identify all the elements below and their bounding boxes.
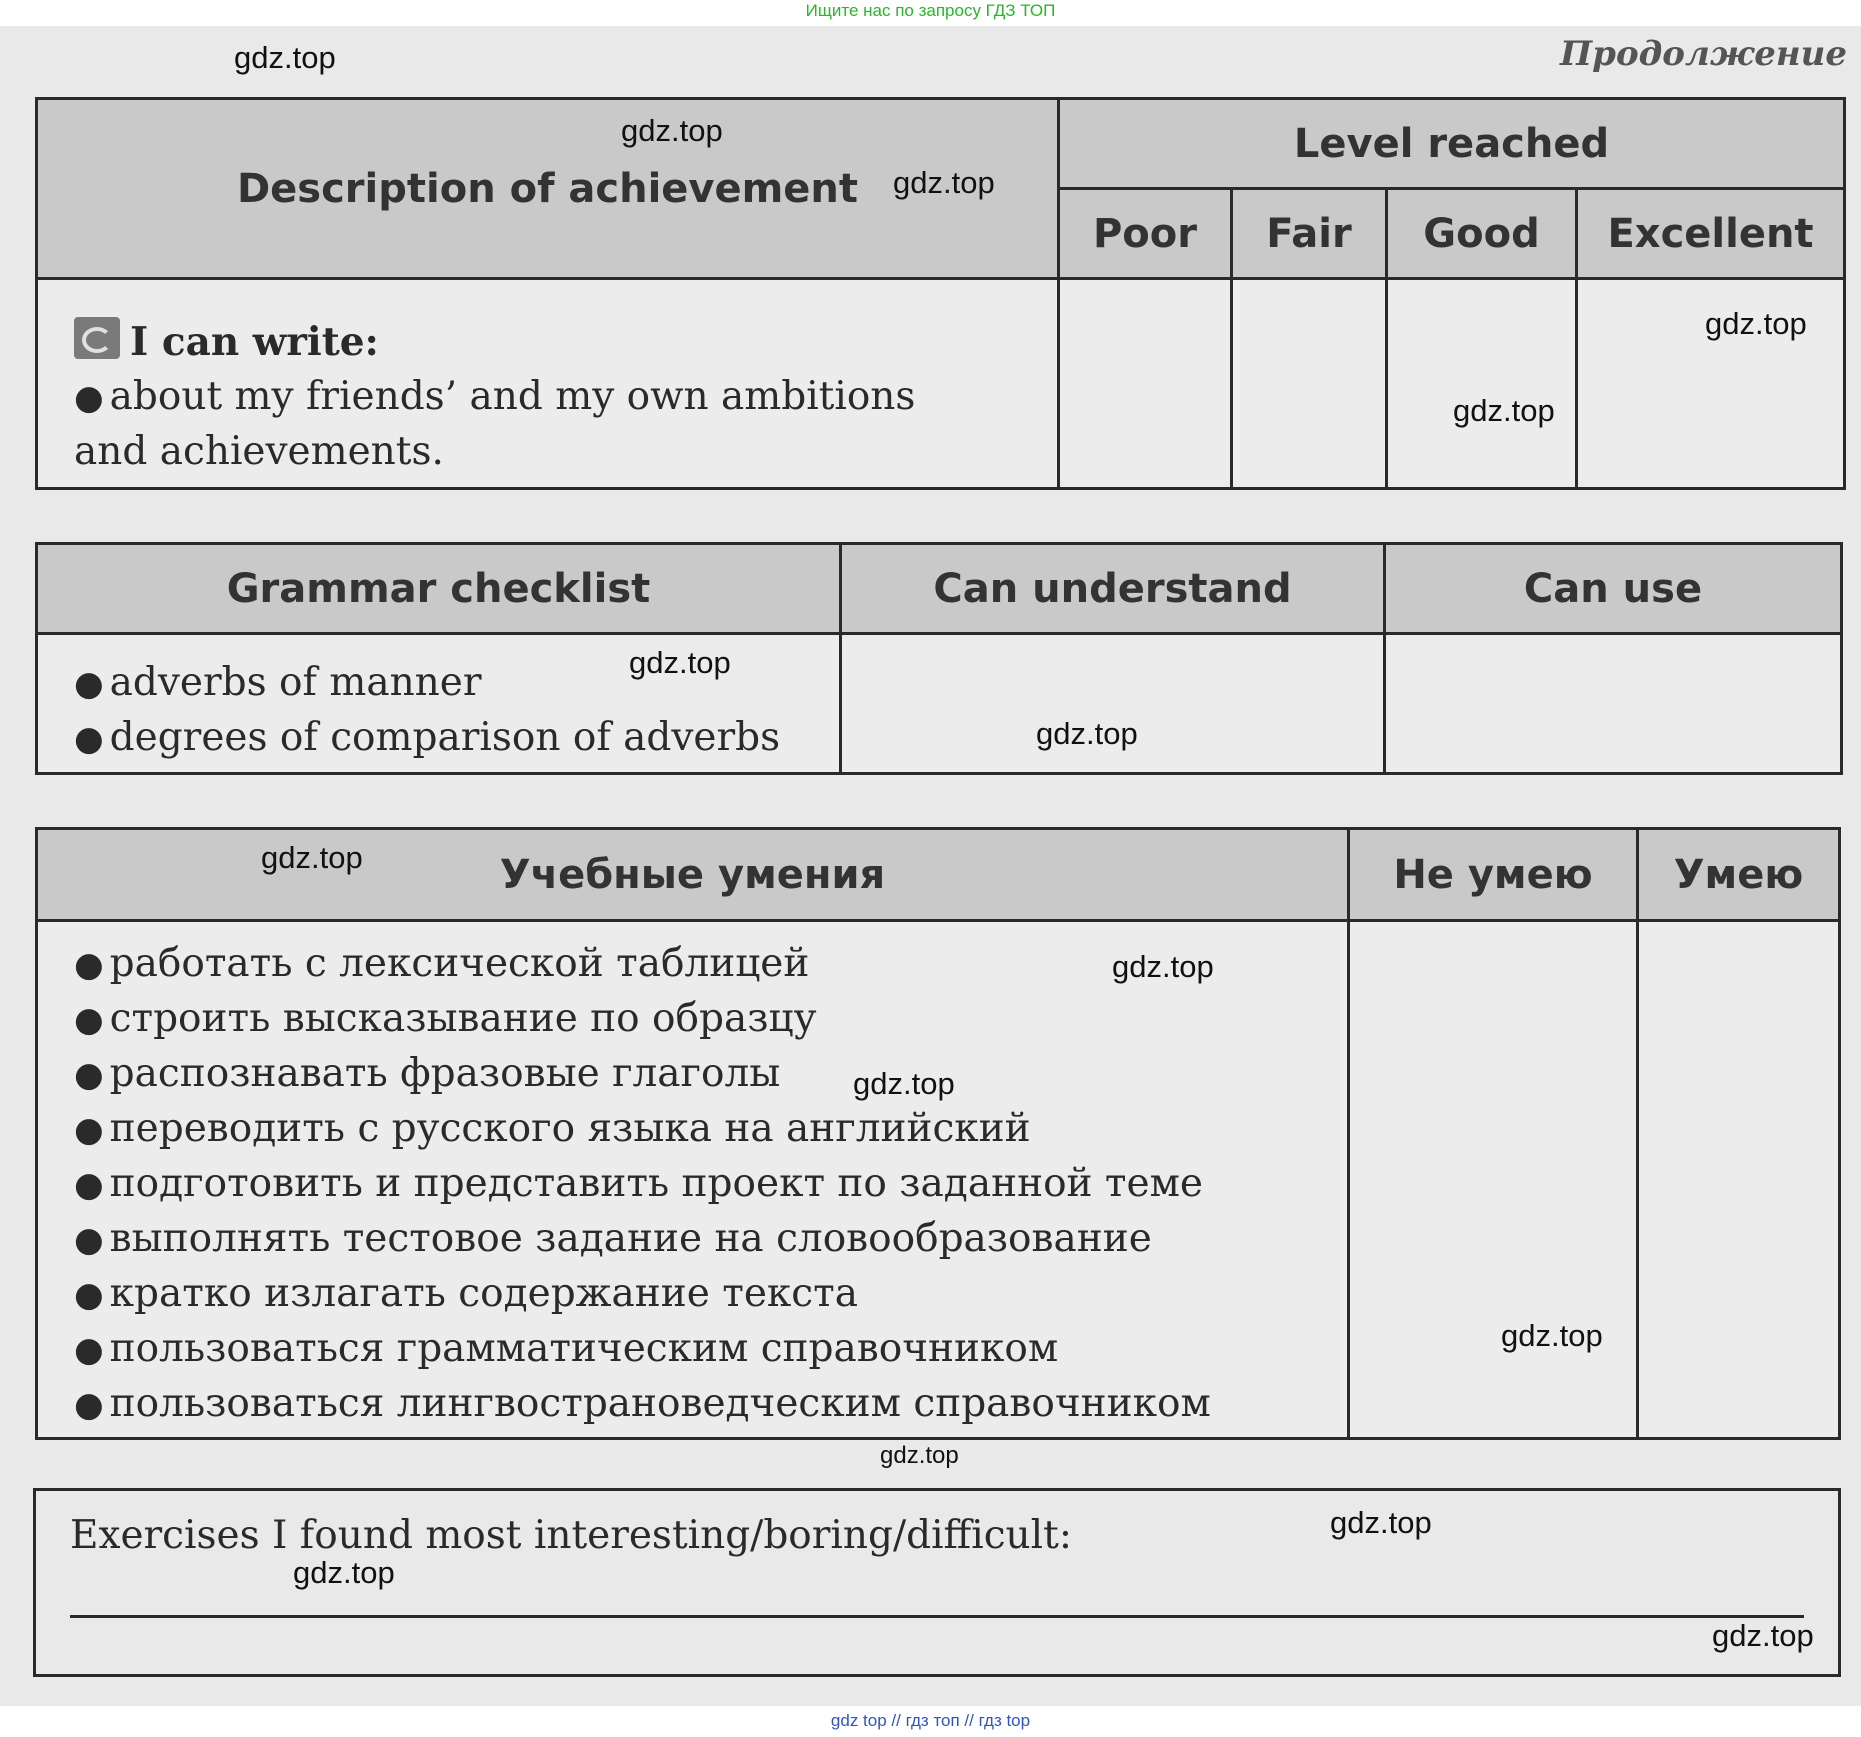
watermark: gdz.top	[1036, 716, 1138, 751]
level-reached-header: Level reached	[1059, 99, 1845, 189]
bottom-banner[interactable]: gdz top // гдз топ // гдз top	[0, 1706, 1861, 1737]
achievement-table	[35, 97, 1846, 490]
can-understand-header: Can understand	[841, 544, 1385, 634]
can-use-cell[interactable]	[1385, 634, 1842, 774]
grammar-item: ● degrees of comparison of adverbs	[74, 714, 781, 760]
exercises-label: Exercises I found most interesting/boring/difficult:	[70, 1513, 1072, 1558]
skill-item-continuation: and achievements.	[74, 428, 444, 474]
skill-list-item: ● переводить с русского языка на английский	[74, 1106, 1031, 1151]
watermark: gdz.top	[261, 840, 363, 875]
watermark: gdz.top	[1112, 949, 1214, 984]
skill-list-item: ● пользоваться лингвострановедческим справочником	[74, 1381, 1211, 1426]
continuation-label: Продолжение	[1560, 34, 1847, 74]
level-fair-header: Fair	[1232, 189, 1387, 279]
watermark: gdz.top	[1453, 393, 1555, 428]
skill-list-item: ● кратко излагать содержание текста	[74, 1271, 858, 1316]
level-excellent-header: Excellent	[1577, 189, 1845, 279]
watermark: gdz.top	[1712, 1618, 1814, 1653]
watermark: gdz.top	[893, 165, 995, 200]
watermark: gdz.top	[293, 1555, 395, 1590]
skill-list-item: ● выполнять тестовое задание на словообразование	[74, 1216, 1152, 1261]
pen-icon	[74, 317, 120, 359]
watermark: gdz.top	[1501, 1318, 1603, 1353]
level-poor-cell[interactable]	[1059, 279, 1232, 489]
skills-header: Учебные умения	[37, 829, 1349, 921]
skill-list-item: ● строить высказывание по образцу	[74, 996, 817, 1041]
skill-list-item: ● пользоваться грамматическим справочником	[74, 1326, 1059, 1371]
level-good-cell[interactable]	[1387, 279, 1577, 489]
level-poor-header: Poor	[1059, 189, 1232, 279]
answer-line[interactable]	[70, 1615, 1804, 1618]
grammar-table	[35, 542, 1843, 775]
skill-list-item: ● подготовить и представить проект по заданной теме	[74, 1161, 1204, 1206]
achievement-description-cell	[37, 279, 1059, 489]
watermark: gdz.top	[621, 113, 723, 148]
can-use-header: Can use	[1385, 544, 1842, 634]
level-good-header: Good	[1387, 189, 1577, 279]
can-cell[interactable]	[1638, 921, 1840, 1439]
watermark: gdz.top	[1705, 306, 1807, 341]
cannot-cell[interactable]	[1349, 921, 1638, 1439]
skill-list-item: ● распознавать фразовые глаголы	[74, 1051, 781, 1096]
watermark: gdz.top	[629, 645, 731, 680]
skills-items-cell	[37, 921, 1349, 1439]
watermark: gdz.top	[853, 1066, 955, 1101]
grammar-checklist-header: Grammar checklist	[37, 544, 841, 634]
description-header: Description of achievement	[37, 99, 1059, 279]
level-fair-cell[interactable]	[1232, 279, 1387, 489]
skill-item: ● about my friends’ and my own ambitions	[74, 373, 916, 419]
top-banner[interactable]: Ищите нас по запросу ГДЗ ТОП	[0, 0, 1861, 26]
grammar-item: ● adverbs of manner	[74, 659, 482, 705]
watermark: gdz.top	[1330, 1505, 1432, 1540]
skill-heading: I can write:	[74, 315, 1057, 370]
skill-list-item: ● работать с лексической таблицей	[74, 941, 810, 986]
watermark: gdz.top	[880, 1442, 959, 1469]
can-understand-cell[interactable]	[841, 634, 1385, 774]
can-header: Умею	[1638, 829, 1840, 921]
watermark: gdz.top	[234, 40, 336, 75]
cannot-header: Не умею	[1349, 829, 1638, 921]
